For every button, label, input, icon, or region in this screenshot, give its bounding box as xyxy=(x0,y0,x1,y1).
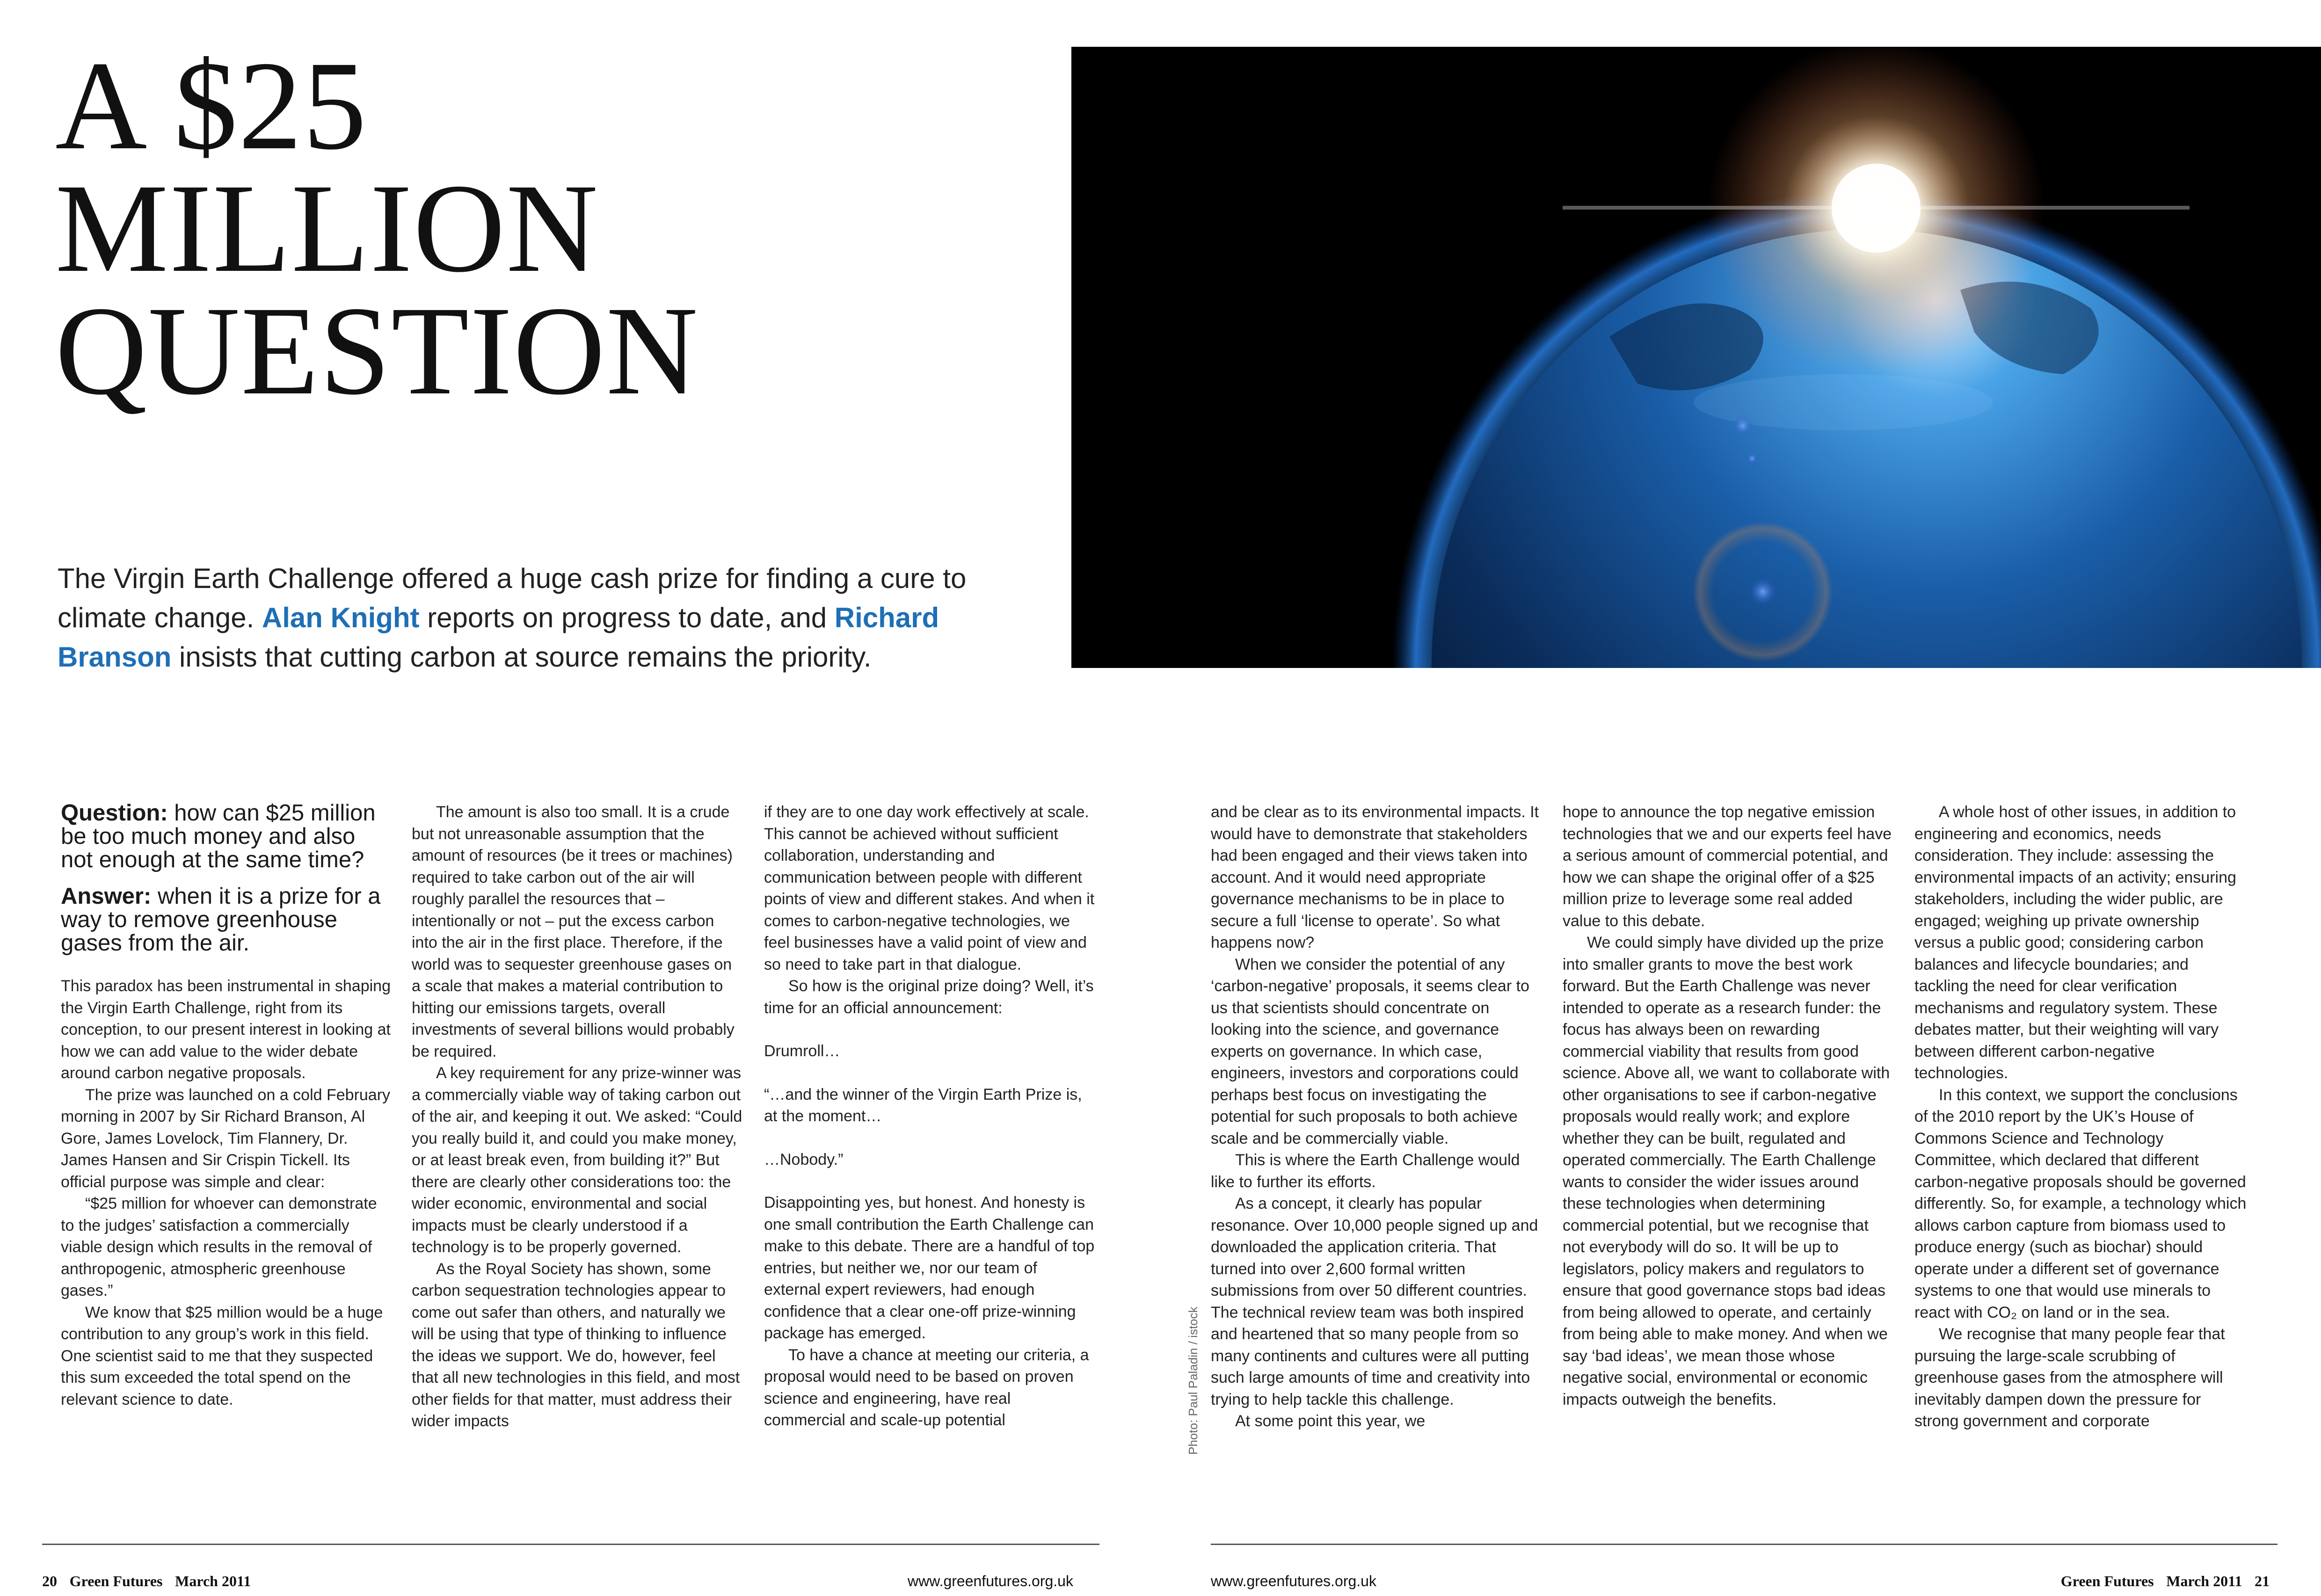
paragraph: if they are to one day work effectively at scale. This cannot be achieved without sufficient collaboration, understanding and communication between people with different points of view and different stakes. And when it comes to carbon-negative technologies, we feel businesses have a valid point of view and so need to take part in that dialogue. xyxy=(764,803,1095,973)
question-answer-intro xyxy=(61,801,393,955)
headline xyxy=(55,35,699,421)
folio-left xyxy=(42,1573,251,1590)
magazine-name-right: Green Futures xyxy=(2060,1573,2154,1589)
paragraph: and be clear as to its environmental impacts. It would have to demonstrate that stakeholders had been engaged and their views taken into account. And it would need appropriate governance mechanisms to be in place to secure a full ‘license to operate’. So what happens now? xyxy=(1211,803,1539,951)
headline-line-3: QUESTION xyxy=(55,280,699,421)
paragraph: We could simply have divided up the prize into smaller grants to move the best work forward. But the Earth Challenge was never intended to operate as a research funder: the focus has always been on rewarding commercial viability that results from good science. Above all, we want to collaborate with other organisations to see if carbon-negative proposals would really work; and explore whether they can be built, regulated and operated commercially. The Earth Challenge wants to consider the wider issues around these technologies when determining commercial potential, but we recognise that not everybody will do so. It will be up to legislators, policy makers and regulators to ensure that good governance stops bad ideas from being allowed to operate, and certainly from being able to make money. And when we say ‘bad ideas’, we mean those whose negative social, environmental or economic impacts outweigh the benefits. xyxy=(1563,934,1890,1408)
question xyxy=(61,801,393,871)
paragraph: So how is the original prize doing? Well, it’s time for an official announcement: xyxy=(764,977,1094,1017)
footer-rule-left xyxy=(42,1544,1099,1545)
paragraph: At some point this year, we xyxy=(1235,1412,1426,1430)
paragraph: The prize was launched on a cold February morning in 2007 by Sir Richard Branson, Al Gore, James Lovelock, Tim Flannery, Dr. James Hansen and Sir Crispin Tickell. Its official purpose was simple and clear: xyxy=(61,1086,391,1191)
paragraph: hope to announce the top negative emission technologies that we and our experts feel have a serious amount of commercial potential, and how we can shape the original offer of a $25 million prize to leverage some real added value to this debate. xyxy=(1563,803,1892,930)
paragraph: This paradox has been instrumental in shaping the Virgin Earth Challenge, right from its conception, to our present interest in looking at how we can add value to the wider debate around carbon negative proposals. xyxy=(61,977,391,1082)
standfirst-text-3: insists that cutting carbon at source remains the priority. xyxy=(171,641,872,673)
folio-right xyxy=(2061,1573,2270,1590)
paragraph: …Nobody.” xyxy=(764,1150,844,1168)
issue-date-right: March 2011 xyxy=(2166,1573,2242,1589)
paragraph: Drumroll… xyxy=(764,1042,840,1060)
earth-photo xyxy=(1071,47,2321,668)
answer xyxy=(61,885,393,955)
paragraph: “…and the winner of the Virgin Earth Prize is, at the moment… xyxy=(764,1085,1082,1125)
earth-sunrise-image xyxy=(1071,47,2321,668)
issue-date-left: March 2011 xyxy=(175,1573,251,1589)
paragraph: In this context, we support the conclusions of the 2010 report by the UK’s House of Commons Science and Technology Committee, which declared that different carbon-negative proposals should be governed differently. So, for example, a technology which allows carbon capture from biomass used to produce energy (such as biochar) should operate under a different set of governance systems to one that would use minerals to react with CO₂ on land or in the sea. xyxy=(1914,1086,2247,1321)
standfirst-text-1: The Virgin Earth Challenge offered a huge cash prize for finding a cure to climate change. xyxy=(58,563,967,633)
headline-line-2: MILLION xyxy=(55,158,599,298)
question-label: Question: xyxy=(61,800,168,826)
author-name: Alan Knight xyxy=(262,602,420,633)
footer-rule-right xyxy=(1211,1544,2277,1545)
article-column-4 xyxy=(1211,801,1543,1432)
photo-credit: Photo: Paul Paladin / istock xyxy=(1186,1306,1200,1455)
paragraph: This is where the Earth Challenge would like to further its efforts. xyxy=(1211,1151,1520,1191)
question-text: how can $25 million be too much money and also not enough at the same time? xyxy=(61,800,376,872)
article-column-5 xyxy=(1563,801,1895,1410)
paragraph: We recognise that many people fear that pursuing the large-scale scrubbing of greenhouse gases from the atmosphere will inevitably dampen down the pressure for strong government and corporate xyxy=(1914,1325,2225,1430)
paragraph: “$25 million for whoever can demonstrate to the judges’ satisfaction a commercially viable design which results in the removal of anthropogenic, atmospheric greenhouse gases.” xyxy=(61,1195,377,1299)
standfirst-text-2: reports on progress to date, and xyxy=(419,602,835,633)
paragraph: When we consider the potential of any ‘carbon-negative’ proposals, it seems clear to us that scientists should concentrate on looking into the science, and governance experts on governance. In which case, engineers, investors and corporations could perhaps best focus on investigating the potential for such proposals to both achieve scale and be commercially viable. xyxy=(1211,955,1529,1147)
page-number-right: 21 xyxy=(2255,1573,2270,1589)
paragraph: To have a chance at meeting our criteria, a proposal would need to be based on proven science and engineering, have real commercial and scale-up potential xyxy=(764,1346,1089,1429)
paragraph: As a concept, it clearly has popular resonance. Over 10,000 people signed up and downloaded the application criteria. That turned into over 2,600 formal written submissions from over 50 different countries. The technical review team was both inspired and heartened that so many people from so many continents and cultures were all putting such large amounts of time and creativity into trying to help tackle this challenge. xyxy=(1211,1195,1538,1408)
paragraph: Disappointing yes, but honest. And honesty is one small contribution the Earth Challenge can make to this debate. There are a handful of top entries, but neither we, nor our team of external expert reviewers, had enough confidence that a clear one-off prize-winning package has emerged. xyxy=(764,1194,1095,1342)
answer-label: Answer: xyxy=(61,884,152,909)
paragraph: As the Royal Society has shown, some carbon sequestration technologies appear to come out safer than others, and naturally we will be using that type of thinking to influence the ideas we support. We do, however, feel that all new technologies in this field, and most other fields for that matter, must address their wider impacts xyxy=(412,1260,740,1430)
paragraph: A whole host of other issues, in addition to engineering and economics, needs consideration. They include: assessing the environmental impacts of an activity; ensuring stakeholders, including the wider public, are engaged; weighing up private ownership versus a public good; considering carbon balances and lifecycle boundaries; and tackling the need for clear verification mechanisms and regulatory system. These debates matter, but their weighting will vary between different carbon-negative technologies. xyxy=(1914,803,2236,1082)
answer-text: when it is a prize for a way to remove greenhouse gases from the air. xyxy=(61,884,381,956)
article-column-2 xyxy=(412,801,744,1432)
headline-line-1: A $25 xyxy=(55,35,368,176)
paragraph: The amount is also too small. It is a crude but not unreasonable assumption that the amount of resources (be it trees or machines) required to take carbon out of the air will roughly parallel the resources that – intentionally or not – put the excess carbon into the air in the first place. Therefore, if the world was to sequester greenhouse gases on a scale that makes a material contribution to hitting our emissions targets, overall investments of several billions would probably be required. xyxy=(412,803,735,1060)
standfirst xyxy=(58,559,1059,677)
page-number-left: 20 xyxy=(42,1573,57,1589)
article-column-3 xyxy=(764,801,1096,1431)
article-column-6 xyxy=(1914,801,2247,1432)
article-column-1 xyxy=(61,801,393,1410)
magazine-name-left: Green Futures xyxy=(69,1573,163,1589)
website-url-left[interactable]: www.greenfutures.org.uk xyxy=(908,1573,1073,1589)
contributor-name: Richard Branson xyxy=(58,602,939,673)
paragraph: A key requirement for any prize-winner was a commercially viable way of taking carbon out of the air, and keeping it out. We asked: “Could you really build it, and could you make money, or at least break even, from building it?” But there are clearly other considerations too: the wider economic, environmental and social impacts must be clearly understood if a technology is to be properly governed. xyxy=(412,1064,742,1256)
paragraph: We know that $25 million would be a huge contribution to any group’s work in this field. One scientist said to me that they suspected this sum exceeded the total spend on the relevant science to date. xyxy=(61,1303,383,1408)
website-url-right[interactable]: www.greenfutures.org.uk xyxy=(1211,1573,1376,1589)
